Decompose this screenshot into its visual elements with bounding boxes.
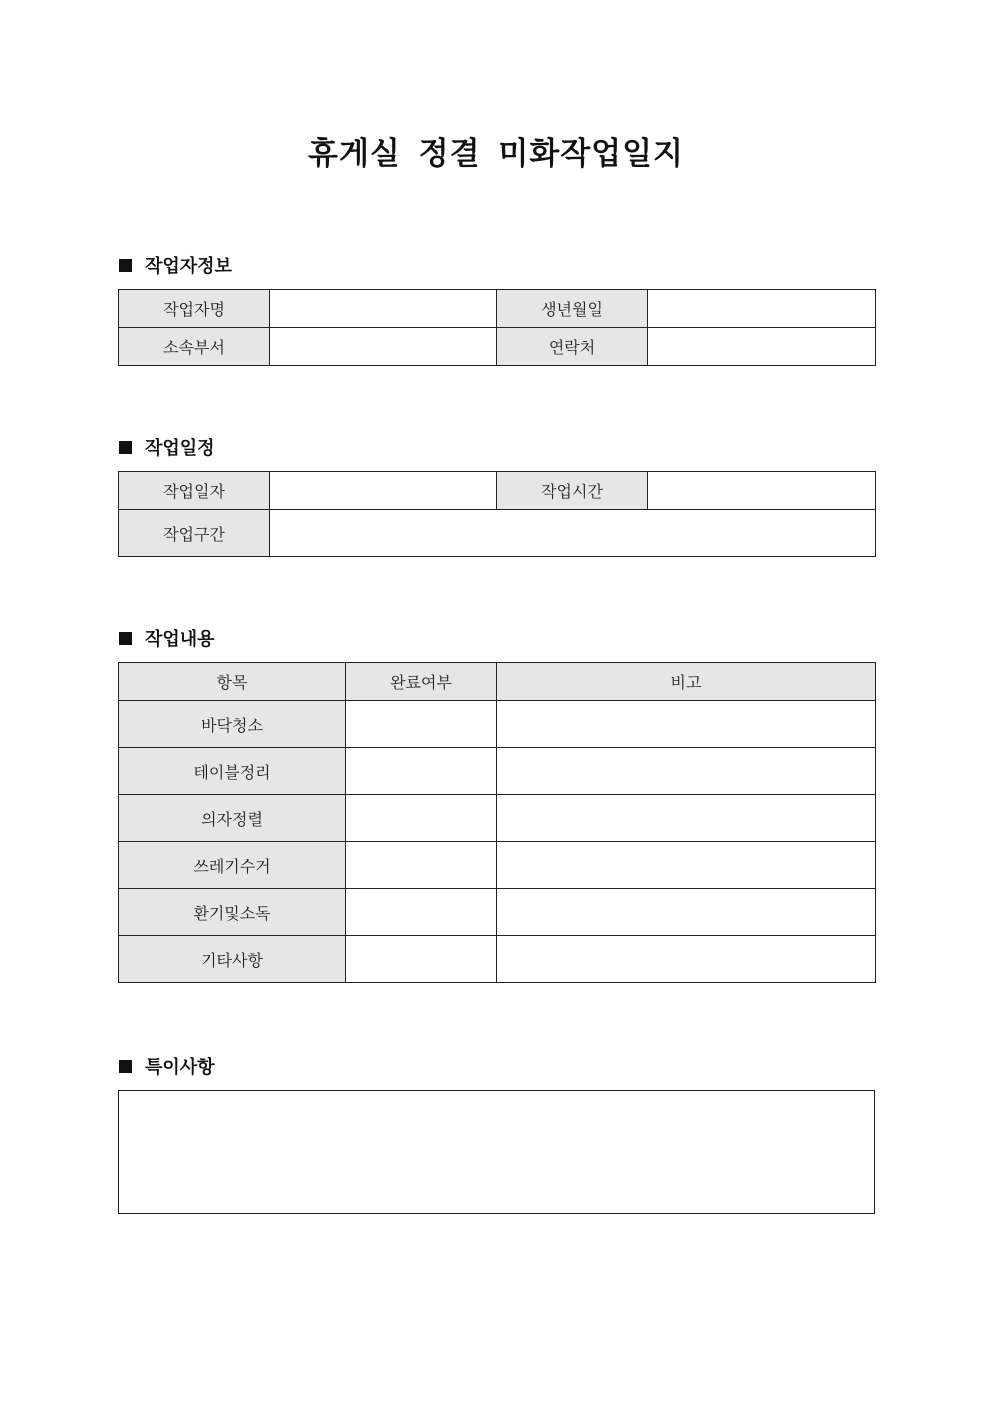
department-field[interactable] xyxy=(270,328,497,366)
birth-date-field[interactable] xyxy=(648,290,876,328)
table-header-row xyxy=(119,663,876,701)
department-label: 소속부서 xyxy=(119,328,270,366)
table-row xyxy=(119,936,876,983)
table-row xyxy=(119,889,876,936)
task-note-field[interactable] xyxy=(497,748,876,795)
column-header-item: 항목 xyxy=(119,663,346,701)
task-done-field[interactable] xyxy=(346,795,497,842)
worker-info-table xyxy=(118,289,876,366)
work-time-label: 작업시간 xyxy=(497,472,648,510)
task-note-field[interactable] xyxy=(497,842,876,889)
task-done-field[interactable] xyxy=(346,936,497,983)
column-header-done: 완료여부 xyxy=(346,663,497,701)
square-bullet-icon xyxy=(119,259,132,272)
worker-name-label: 작업자명 xyxy=(119,290,270,328)
table-row xyxy=(119,795,876,842)
section-title-schedule: 작업일정 xyxy=(145,438,215,459)
birth-date-label: 생년월일 xyxy=(497,290,648,328)
work-date-field[interactable] xyxy=(270,472,497,510)
table-row xyxy=(119,701,876,748)
task-note-field[interactable] xyxy=(497,889,876,936)
section-title-worker: 작업자정보 xyxy=(145,256,232,277)
work-time-field[interactable] xyxy=(648,472,876,510)
task-done-field[interactable] xyxy=(346,889,497,936)
square-bullet-icon xyxy=(119,1060,132,1073)
work-content-table xyxy=(118,662,876,983)
page-title: 휴게실 정결 미화작업일지 xyxy=(308,136,684,172)
special-notes-field[interactable] xyxy=(118,1090,875,1214)
task-note-field[interactable] xyxy=(497,936,876,983)
column-header-note: 비고 xyxy=(497,663,876,701)
task-done-field[interactable] xyxy=(346,842,497,889)
schedule-table xyxy=(118,471,876,557)
task-note-field[interactable] xyxy=(497,795,876,842)
square-bullet-icon xyxy=(119,632,132,645)
task-item-label: 의자정렬 xyxy=(119,795,346,842)
task-note-field[interactable] xyxy=(497,701,876,748)
section-header-schedule xyxy=(119,435,215,459)
table-row xyxy=(119,748,876,795)
section-header-notes xyxy=(119,1054,215,1078)
work-area-label: 작업구간 xyxy=(119,510,270,557)
section-header-content xyxy=(119,626,215,650)
contact-label: 연락처 xyxy=(497,328,648,366)
section-title-content: 작업내용 xyxy=(145,629,215,650)
contact-field[interactable] xyxy=(648,328,876,366)
table-row xyxy=(119,842,876,889)
task-item-label: 기타사항 xyxy=(119,936,346,983)
square-bullet-icon xyxy=(119,441,132,454)
task-done-field[interactable] xyxy=(346,701,497,748)
work-date-label: 작업일자 xyxy=(119,472,270,510)
task-item-label: 쓰레기수거 xyxy=(119,842,346,889)
section-header-worker xyxy=(119,253,232,277)
table-row xyxy=(119,328,876,366)
task-item-label: 테이블정리 xyxy=(119,748,346,795)
task-done-field[interactable] xyxy=(346,748,497,795)
task-item-label: 바닥청소 xyxy=(119,701,346,748)
table-row xyxy=(119,290,876,328)
table-row xyxy=(119,510,876,557)
table-row xyxy=(119,472,876,510)
worker-name-field[interactable] xyxy=(270,290,497,328)
work-area-field[interactable] xyxy=(270,510,876,557)
task-item-label: 환기및소독 xyxy=(119,889,346,936)
section-title-notes: 특이사항 xyxy=(145,1057,215,1078)
